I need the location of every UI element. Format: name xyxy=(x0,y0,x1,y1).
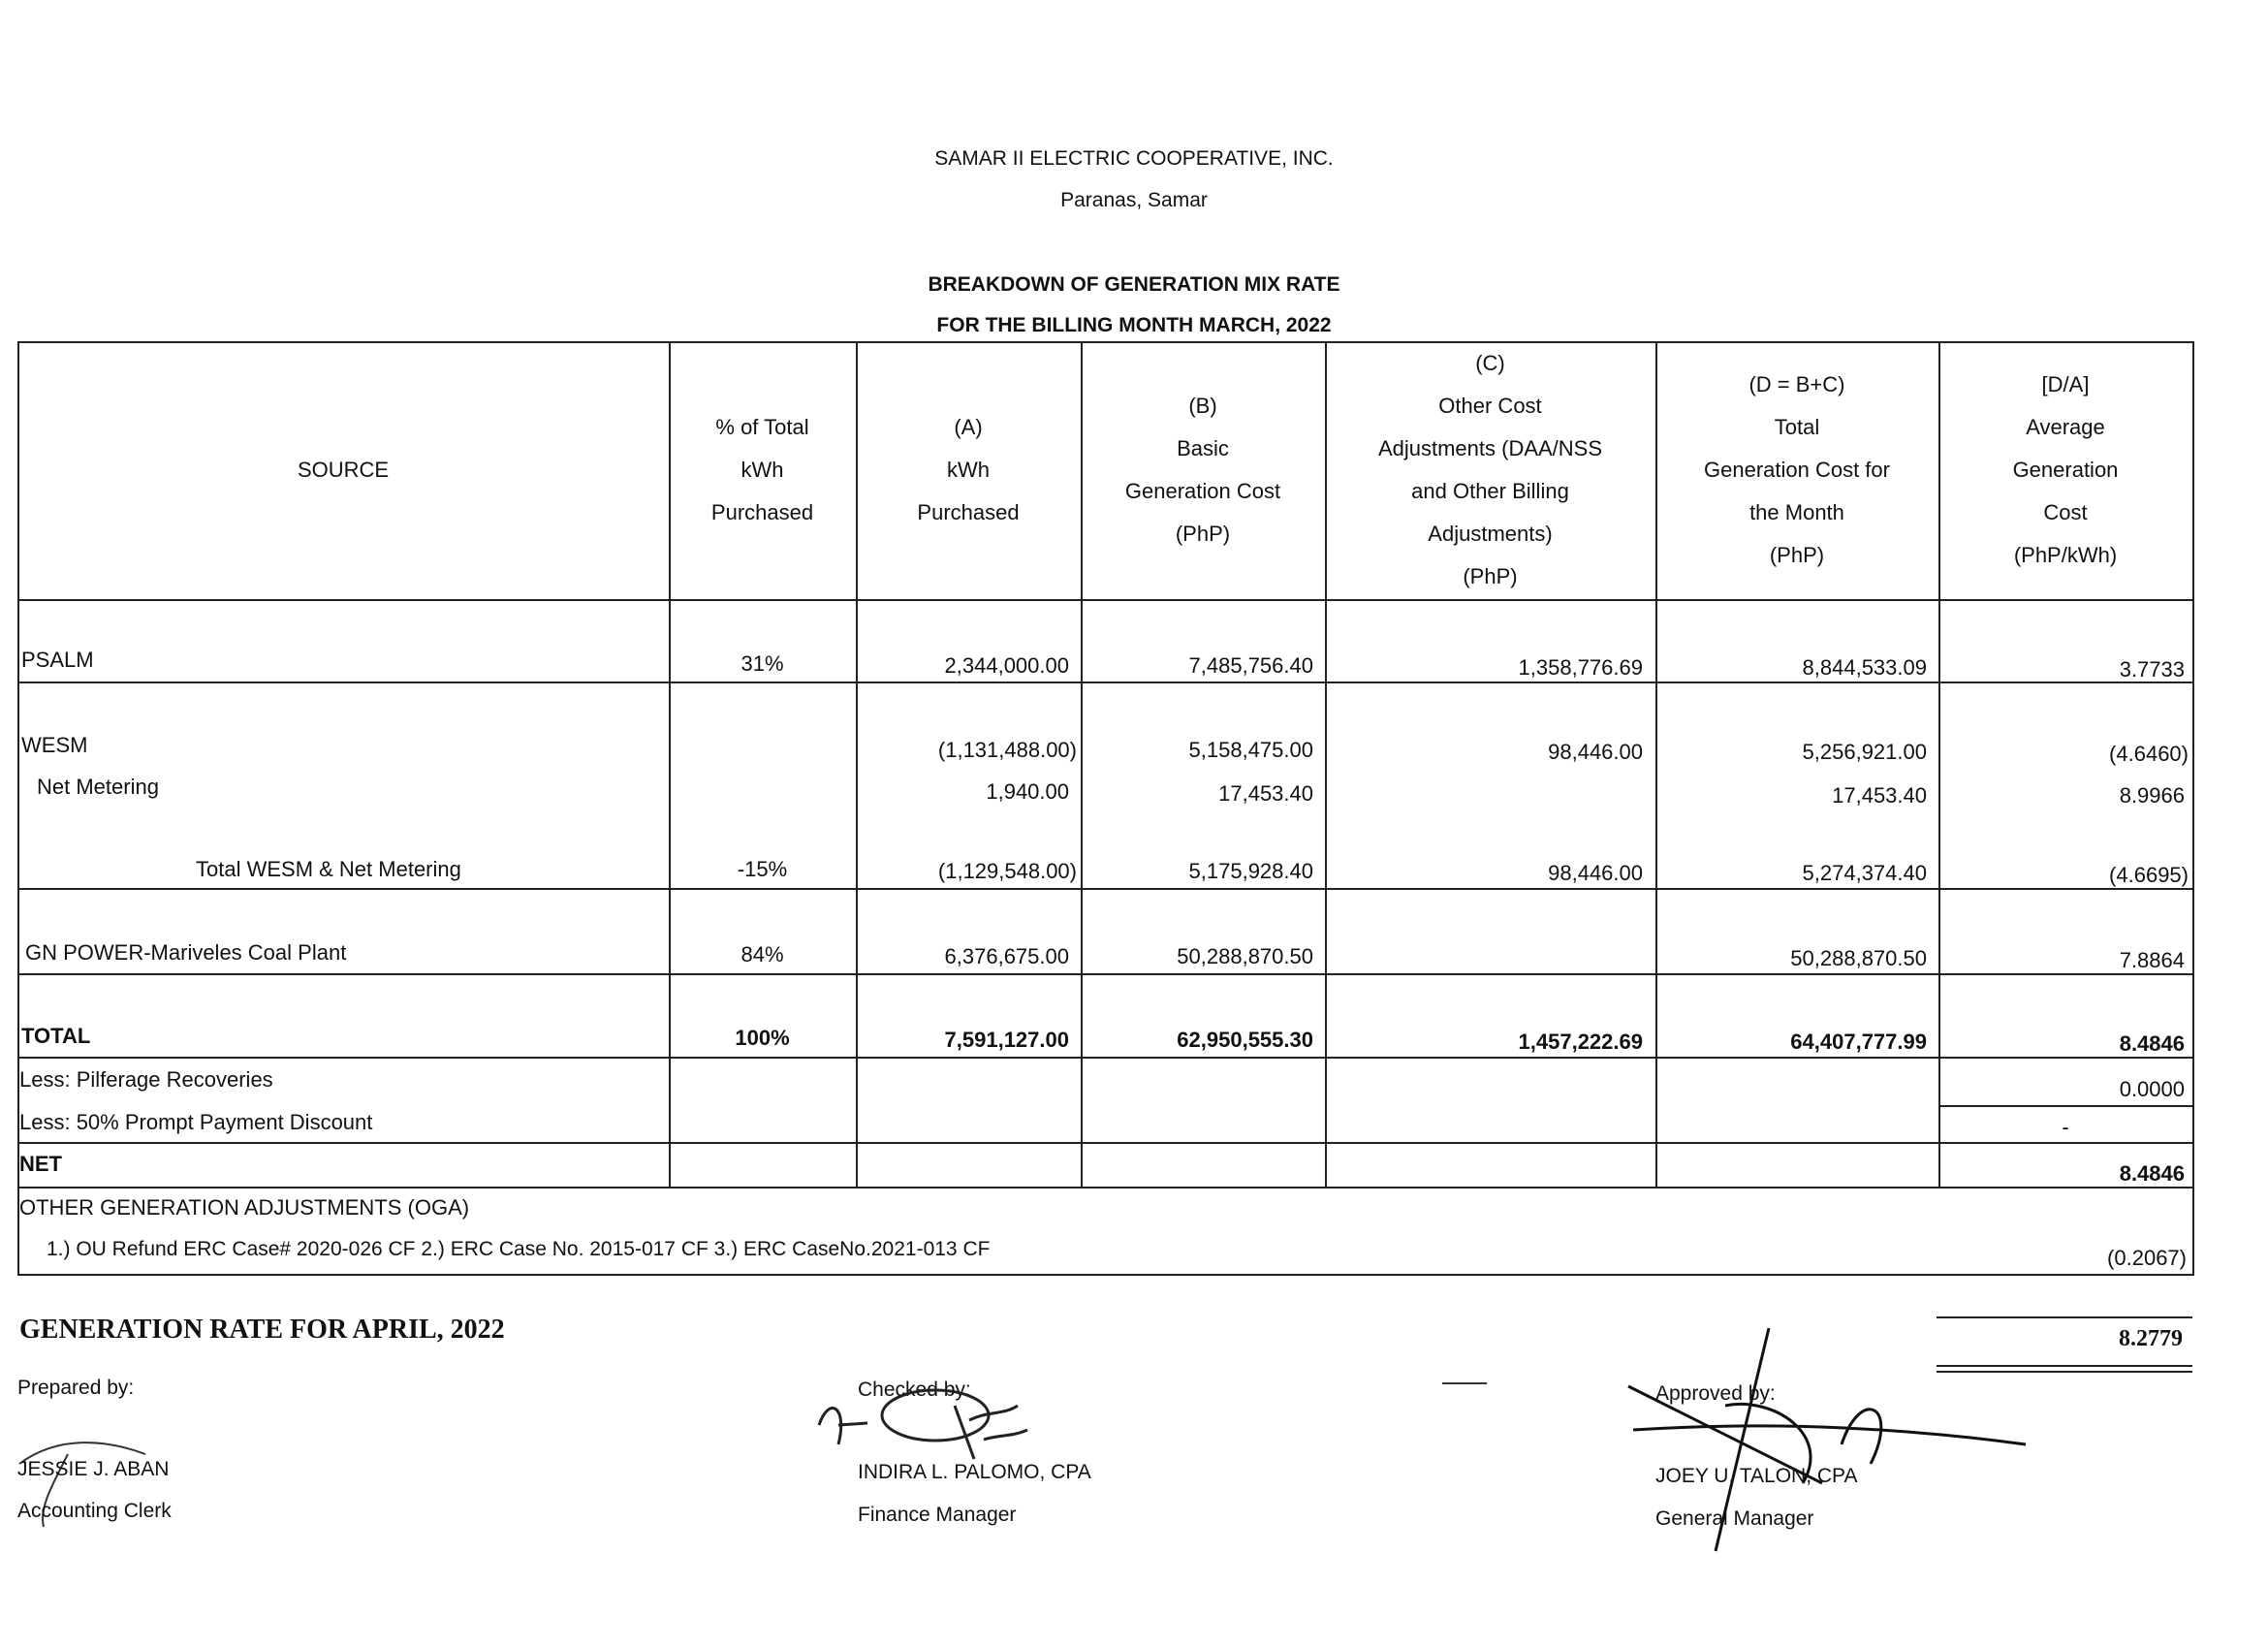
other-cost-cell: 98,446.00 xyxy=(1548,740,1643,764)
kwh-cell: 1,940.00 xyxy=(986,779,1069,804)
total-cost-cell: 64,407,777.99 xyxy=(1790,1030,1927,1054)
kwh-cell: 6,376,675.00 xyxy=(944,944,1069,968)
basic-cost-cell: 5,175,928.40 xyxy=(1188,859,1313,883)
approved-position: General Manager xyxy=(1655,1507,1814,1530)
avg-cost-cell: 3.7733 xyxy=(2119,657,2185,681)
oga-title: OTHER GENERATION ADJUSTMENTS (OGA) xyxy=(19,1195,470,1220)
kwh-cell: (1,129,548.00) xyxy=(937,859,1077,883)
pct-cell: 31% xyxy=(740,651,784,676)
total-cost-cell: 17,453.40 xyxy=(1832,783,1927,808)
prepared-position: Accounting Clerk xyxy=(17,1500,172,1522)
avg-cost-cell: 8.4846 xyxy=(2119,1161,2185,1186)
oga-detail: 1.) OU Refund ERC Case# 2020-026 CF 2.) ERC Case No. 2015-017 CF 3.) ERC CaseNo.2021-013 CF xyxy=(47,1238,991,1260)
basic-cost-cell: 50,288,870.50 xyxy=(1177,944,1313,968)
basic-cost-cell: 62,950,555.30 xyxy=(1177,1028,1313,1052)
checked-name: INDIRA L. PALOMO, CPA xyxy=(858,1461,1091,1483)
company-name: SAMAR II ELECTRIC COOPERATIVE, INC. xyxy=(934,147,1334,170)
source-cell: NET xyxy=(19,1152,62,1176)
col-header-avg: [D/A] Average Generation Cost (PhP/kWh) xyxy=(2012,372,2119,567)
col-header-source: SOURCE xyxy=(297,458,390,482)
source-cell: Less: Pilferage Recoveries xyxy=(19,1067,273,1092)
checked-position: Finance Manager xyxy=(858,1504,1017,1526)
avg-cost-cell: 8.4846 xyxy=(2119,1031,2185,1056)
other-cost-cell: 98,446.00 xyxy=(1548,861,1643,885)
report-subtitle: FOR THE BILLING MONTH MARCH, 2022 xyxy=(936,314,1332,336)
other-cost-cell: 1,457,222.69 xyxy=(1518,1030,1643,1054)
kwh-cell: 2,344,000.00 xyxy=(944,653,1069,678)
prepared-by-label: Prepared by: xyxy=(17,1377,135,1399)
source-cell: TOTAL xyxy=(21,1024,91,1048)
source-cell: Net Metering xyxy=(37,775,159,799)
source-cell: Total WESM & Net Metering xyxy=(196,857,461,881)
avg-cost-cell: 8.9966 xyxy=(2119,783,2185,808)
generation-rate-value: 8.2779 xyxy=(2119,1326,2183,1351)
col-header-d: (D = B+C) Total Generation Cost for the Month (PhP) xyxy=(1704,372,1890,567)
approved-by-label: Approved by: xyxy=(1655,1382,1776,1405)
col-header-a: (A) kWh Purchased xyxy=(917,415,1020,524)
pct-cell: -15% xyxy=(737,857,788,881)
report-title: BREAKDOWN OF GENERATION MIX RATE xyxy=(928,273,1340,296)
source-cell: PSALM xyxy=(21,648,94,672)
kwh-cell: 7,591,127.00 xyxy=(944,1028,1069,1052)
source-cell: Less: 50% Prompt Payment Discount xyxy=(19,1110,373,1134)
source-cell: GN POWER-Mariveles Coal Plant xyxy=(25,940,347,965)
stray-mark xyxy=(1442,1382,1487,1384)
kwh-cell: (1,131,488.00) xyxy=(937,738,1077,762)
pct-cell: 100% xyxy=(735,1026,790,1050)
avg-cost-cell: 0.0000 xyxy=(2119,1077,2185,1101)
col-header-pct: % of Total kWh Purchased xyxy=(710,415,814,524)
other-cost-cell: 1,358,776.69 xyxy=(1518,655,1643,680)
generation-rate-label: GENERATION RATE FOR APRIL, 2022 xyxy=(19,1315,505,1345)
col-header-c: (C) Other Cost Adjustments (DAA/NSS and Other Billing Adjustments) (PhP) xyxy=(1377,351,1603,588)
avg-cost-cell: 7.8864 xyxy=(2119,948,2185,972)
avg-cost-cell: (4.6695) xyxy=(2109,863,2189,887)
avg-cost-cell: - xyxy=(2062,1115,2069,1139)
basic-cost-cell: 5,158,475.00 xyxy=(1188,738,1313,762)
total-cost-cell: 8,844,533.09 xyxy=(1802,655,1927,680)
basic-cost-cell: 17,453.40 xyxy=(1218,781,1313,806)
total-cost-cell: 5,256,921.00 xyxy=(1802,740,1927,764)
prepared-name: JESSIE J. ABAN xyxy=(17,1458,170,1480)
col-header-b: (B) Basic Generation Cost (PhP) xyxy=(1124,394,1281,546)
basic-cost-cell: 7,485,756.40 xyxy=(1188,653,1313,678)
pct-cell: 84% xyxy=(740,942,784,967)
source-cell: WESM xyxy=(21,733,88,757)
rate-top-rule xyxy=(1937,1316,2192,1318)
checked-by-label: Checked by: xyxy=(858,1379,971,1401)
total-cost-cell: 5,274,374.40 xyxy=(1802,861,1927,885)
company-location: Paranas, Samar xyxy=(1060,189,1208,211)
avg-cost-cell: (4.6460) xyxy=(2109,742,2189,766)
approved-name: JOEY U. TALON, CPA xyxy=(1655,1465,1858,1487)
total-cost-cell: 50,288,870.50 xyxy=(1790,946,1927,970)
oga-value: (0.2067) xyxy=(2107,1246,2187,1270)
